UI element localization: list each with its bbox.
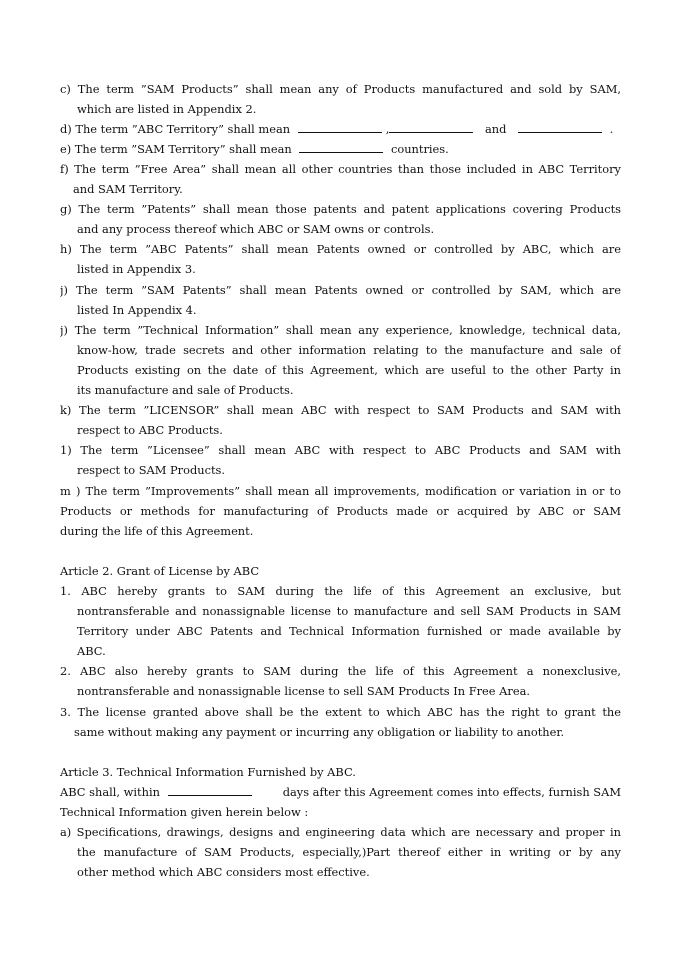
definition-c-line-2: which are listed in Appendix 2.	[77, 102, 257, 116]
definition-technical-info-line-2: know-how, trade secrets and other information relating to the manufacture and sale of	[77, 343, 621, 357]
definition-technical-info-line-3: Products existing on the date of this Agreement, which are useful to the other Party in	[77, 363, 621, 377]
article-3-intro-b: days after this Agreement comes into effects, furnish SAM	[282, 785, 621, 799]
article-3-intro-line-1	[60, 785, 621, 799]
definition-f-line-1: f) The term ”Free Area” shall mean all other countries than those included in ABC Territory	[60, 162, 621, 176]
article-2-item-1-line-4: ABC.	[77, 644, 106, 658]
article-2-item-1-line-2: nontransferable and nonassignable license to manufacture and sell SAM Products in SAM	[77, 604, 621, 618]
definition-sam-patents-line-1: j) The term ”SAM Patents” shall mean Patents owned or controlled by SAM, which are	[60, 283, 621, 297]
definition-g-line-2: and any process thereof which ABC or SAM owns or controls.	[77, 222, 435, 236]
article-3-intro-a: ABC shall, within	[60, 785, 160, 799]
definition-d-text: d) The term ”ABC Territory” shall mean	[60, 122, 291, 136]
definition-licensee-line-2: respect to SAM Products.	[77, 463, 226, 477]
definition-technical-info-line-1: j) The term ”Technical Information” shall mean any experience, knowledge, technical data,	[60, 323, 621, 337]
definition-d	[60, 122, 613, 136]
article-2-heading: Article 2. Grant of License by ABC	[60, 564, 260, 578]
article-2-item-3-line-2: same without making any payment or incurring any obligation or liability to another.	[74, 725, 565, 739]
abc-territory-blank-1[interactable]	[298, 122, 382, 133]
article-3-item-a-line-2: the manufacture of SAM Products, especially,)Part thereof either in writing or by any	[77, 845, 621, 859]
days-blank[interactable]	[168, 785, 252, 796]
definition-g-line-1: g) The term ”Patents” shall mean those patents and patent applications covering Products	[60, 202, 621, 216]
article-2-item-3-line-1: 3. The license granted above shall be the extent to which ABC has the right to grant the	[60, 705, 621, 719]
definition-k-line-2: respect to ABC Products.	[77, 423, 223, 437]
definition-f-line-2: and SAM Territory.	[73, 182, 183, 196]
article-2-item-1-line-3: Territory under ABC Patents and Technical Information furnished or made available by	[77, 624, 621, 638]
definition-d-period: .	[609, 122, 614, 136]
article-3-intro-line-2: Technical Information given herein below :	[60, 805, 309, 819]
definition-e	[60, 142, 449, 156]
definition-h-line-2: listed in Appendix 3.	[77, 262, 196, 276]
definition-d-and: and	[484, 122, 507, 136]
definition-c-line-1: c) The term ”SAM Products” shall mean any of Products manufactured and sold by SAM,	[60, 82, 621, 96]
definition-m-line-1: m ) The term ”Improvements” shall mean all improvements, modification or variation in or to	[60, 484, 621, 498]
abc-territory-blank-2[interactable]	[389, 122, 473, 133]
definition-d-comma: ,	[385, 122, 390, 136]
article-3-item-a-line-1: a) Specifications, drawings, designs and engineering data which are necessary and proper in	[60, 825, 621, 839]
article-2-item-1-line-1: 1. ABC hereby grants to SAM during the life of this Agreement an exclusive, but	[60, 584, 621, 598]
article-2-item-2-line-2: nontransferable and nonassignable license to sell SAM Products In Free Area.	[77, 684, 530, 698]
definition-technical-info-line-4: its manufacture and sale of Products.	[77, 383, 294, 397]
definition-sam-patents-line-2: listed In Appendix 4.	[77, 303, 197, 317]
definition-h-line-1: h) The term ”ABC Patents” shall mean Patents owned or controlled by ABC, which are	[60, 242, 621, 256]
abc-territory-blank-3[interactable]	[518, 122, 602, 133]
definition-m-line-2: Products or methods for manufacturing of Products made or acquired by ABC or SAM	[60, 504, 621, 518]
article-3-heading: Article 3. Technical Information Furnished by ABC.	[60, 765, 356, 779]
definition-e-text: e) The term ”SAM Territory” shall mean	[60, 142, 292, 156]
definition-e-suffix: countries.	[390, 142, 449, 156]
definition-licensee-line-1: 1) The term ”Licensee” shall mean ABC with respect to ABC Products and SAM with	[60, 443, 621, 457]
definition-k-line-1: k) The term ”LICENSOR” shall mean ABC with respect to SAM Products and SAM with	[60, 403, 621, 417]
sam-territory-blank[interactable]	[299, 142, 383, 153]
article-3-item-a-line-3: other method which ABC considers most effective.	[77, 865, 370, 879]
definition-m-line-3: during the life of this Agreement.	[60, 524, 254, 538]
article-2-item-2-line-1: 2. ABC also hereby grants to SAM during the life of this Agreement a nonexclusive,	[60, 664, 621, 678]
